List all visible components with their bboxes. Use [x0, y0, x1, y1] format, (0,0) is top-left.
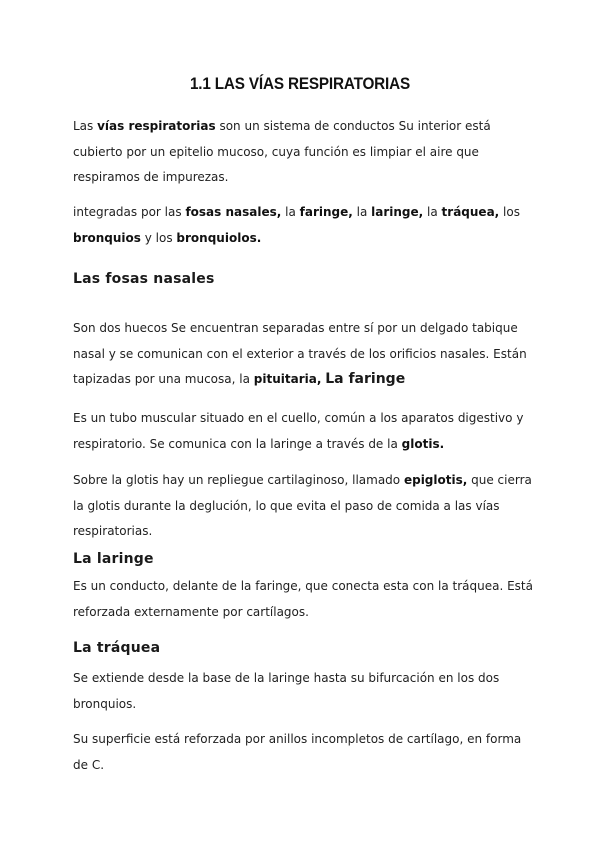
text: Las [73, 119, 98, 133]
text: que cierra la glotis durante la deglución, lo que evita el paso de comida a las vías respiratorias. [73, 473, 532, 538]
text: la [281, 205, 300, 219]
text: y los [140, 230, 177, 245]
bold-term-pituitaria: pituitaria, [253, 372, 322, 386]
bold-term-faringe: faringe, [299, 205, 353, 219]
paragraph-epiglotis [73, 468, 533, 545]
text: integradas por las [73, 205, 186, 219]
heading-la-traquea: La tráquea [73, 640, 161, 656]
bold-term-laringe: laringe, [371, 205, 424, 219]
text: Es un tubo muscular situado en el cuello, común a los aparatos digestivo y respiratorio. Se comunica con la laringe a través de la [73, 411, 524, 451]
bold-term-epiglotis: epiglotis, [403, 473, 468, 487]
paragraph-faringe [73, 406, 533, 457]
bold-term-fosas-nasales: fosas nasales, [185, 205, 282, 219]
paragraph-intro [73, 114, 533, 191]
text: son un sistema de conductos Su interior está cubierto por un epitelio mucoso, cuya función es limpiar el aire que respiramos de impurezas. [73, 119, 491, 184]
text: la [352, 205, 372, 219]
paragraph-traquea: Se extiende desde la base de la laringe hasta su bifurcación en los dos bronquios. [73, 671, 500, 711]
text: los [499, 205, 520, 219]
heading-fosas-nasales: Las fosas nasales [73, 271, 215, 287]
bold-term-vias-respiratorias: vías respiratorias [97, 119, 216, 133]
bold-term-glotis: glotis. [401, 436, 445, 451]
text: la [423, 205, 442, 219]
text: Son dos huecos Se encuentran separadas entre sí por un delgado tabique nasal y se comunican con el exterior a través de los orificios nasales. Están tapizadas por una mucosa, la [73, 321, 527, 386]
page-title: 1.1 LAS VÍAS RESPIRATORIAS [189, 74, 411, 93]
bold-term-bronquiolos: bronquiolos. [176, 230, 262, 245]
text: Sobre la glotis hay un repliegue cartilaginoso, llamado [73, 473, 404, 487]
paragraph-components [73, 200, 533, 251]
bold-term-bronquios: bronquios [73, 230, 141, 245]
bold-term-traquea: tráquea, [441, 205, 500, 219]
paragraph-traquea-superficie: Su superficie está reforzada por anillos incompletos de cartílago, en forma de C. [73, 732, 522, 772]
heading-la-faringe: La faringe [325, 371, 406, 387]
heading-la-laringe: La laringe [73, 551, 154, 567]
paragraph-laringe: Es un conducto, delante de la faringe, que conecta esta con la tráquea. Está reforzada externamente por cartílagos. [73, 579, 533, 619]
paragraph-fosas-nasales [73, 316, 533, 393]
